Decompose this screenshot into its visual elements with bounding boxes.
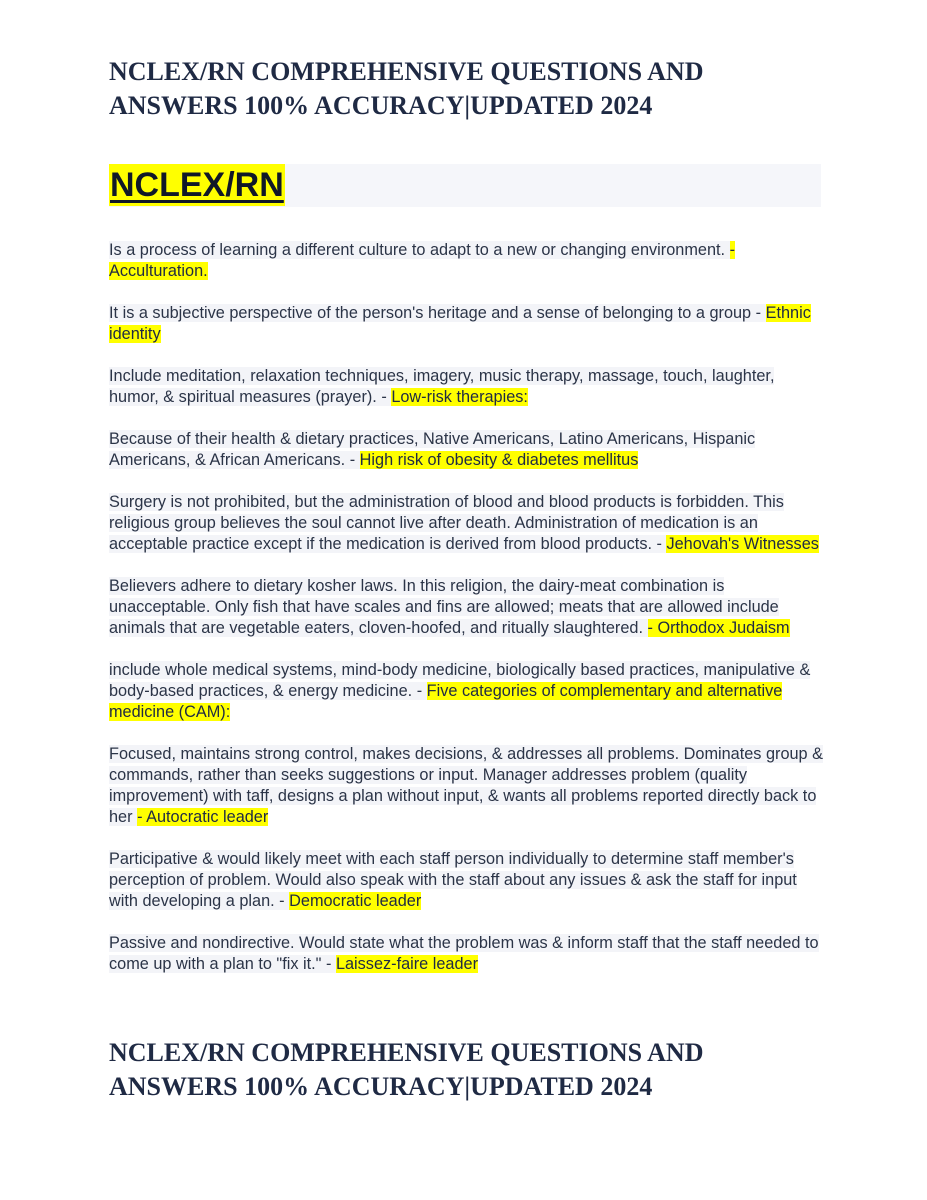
- qa-item: [109, 492, 825, 555]
- question-text: It is a subjective perspective of the person's heritage and a sense of belonging to a group -: [109, 304, 766, 322]
- question-text: include whole medical systems, mind-body medicine, biologically based practices, manipulative & body-based practices, & energy medicine. -: [109, 661, 811, 700]
- qa-item: [109, 933, 825, 975]
- question-text: Focused, maintains strong control, makes decisions, & addresses all problems. Dominates group & commands, rather than seeks suggestions or input. Manager addresses problem (quality improvement) with taff, designs a plan without input, & wants all problems reported directly back to her: [109, 745, 823, 826]
- question-text: Include meditation, relaxation techniques, imagery, music therapy, massage, touch, laughter, humor, & spiritual measures (prayer). -: [109, 367, 775, 406]
- answer-highlight: Low-risk therapies:: [391, 388, 528, 406]
- question-text: Is a process of learning a different culture to adapt to a new or changing environment.: [109, 241, 730, 259]
- qa-item: [109, 429, 825, 471]
- answer-highlight: Laissez-faire leader: [335, 955, 479, 973]
- qa-item: [109, 366, 825, 408]
- answer-highlight: Ethnic identity: [109, 304, 811, 343]
- qa-item: [109, 744, 825, 828]
- qa-item: [109, 660, 825, 723]
- answer-highlight: Jehovah's Witnesses: [666, 535, 819, 553]
- question-text: Passive and nondirective. Would state what the problem was & inform staff that the staff needed to come up with a plan to "fix it." -: [109, 934, 819, 973]
- qa-item: [109, 849, 825, 912]
- running-footer: [109, 1036, 829, 1104]
- qa-item: [109, 303, 825, 345]
- question-text: Because of their health & dietary practices, Native Americans, Latino Americans, Hispanic Americans, & African Americans. -: [109, 430, 756, 469]
- answer-highlight: Democratic leader: [289, 892, 422, 910]
- answer-highlight: - Acculturation.: [109, 241, 735, 280]
- answer-highlight: Five categories of complementary and alternative medicine (CAM):: [109, 682, 783, 721]
- answer-highlight: - Autocratic leader: [137, 808, 269, 826]
- running-footer-line-2: ANSWERS 100% ACCURACY|UPDATED 2024: [109, 1072, 653, 1101]
- answer-highlight: - Orthodox Judaism: [647, 619, 790, 637]
- running-header-line-2: ANSWERS 100% ACCURACY|UPDATED 2024: [109, 91, 653, 120]
- running-header-line-1: NCLEX/RN COMPREHENSIVE QUESTIONS AND: [109, 57, 704, 86]
- running-footer-line-1: NCLEX/RN COMPREHENSIVE QUESTIONS AND: [109, 1038, 704, 1067]
- title-band: [109, 164, 821, 207]
- qa-list: [109, 240, 825, 996]
- document-title: NCLEX/RN: [110, 166, 284, 204]
- running-header: [109, 55, 829, 123]
- question-text: Surgery is not prohibited, but the administration of blood and blood products is forbidden. This religious group believes the soul cannot live after death. Administration of medication is an acceptable practice except if the medication is derived from blood products. -: [109, 493, 784, 553]
- qa-item: [109, 240, 825, 282]
- qa-item: [109, 576, 825, 639]
- question-text: Participative & would likely meet with each staff person individually to determine staff member's perception of problem. Would also speak with the staff about any issues & ask the staff for input with developing a plan. -: [109, 850, 797, 910]
- question-text: Believers adhere to dietary kosher laws. In this religion, the dairy-meat combination is unacceptable. Only fish that have scales and fins are allowed; meats that are allowed include animals that are vegetable eaters, cloven-hoofed, and ritually slaughtered.: [109, 577, 779, 637]
- answer-highlight: High risk of obesity & diabetes mellitus: [359, 451, 639, 469]
